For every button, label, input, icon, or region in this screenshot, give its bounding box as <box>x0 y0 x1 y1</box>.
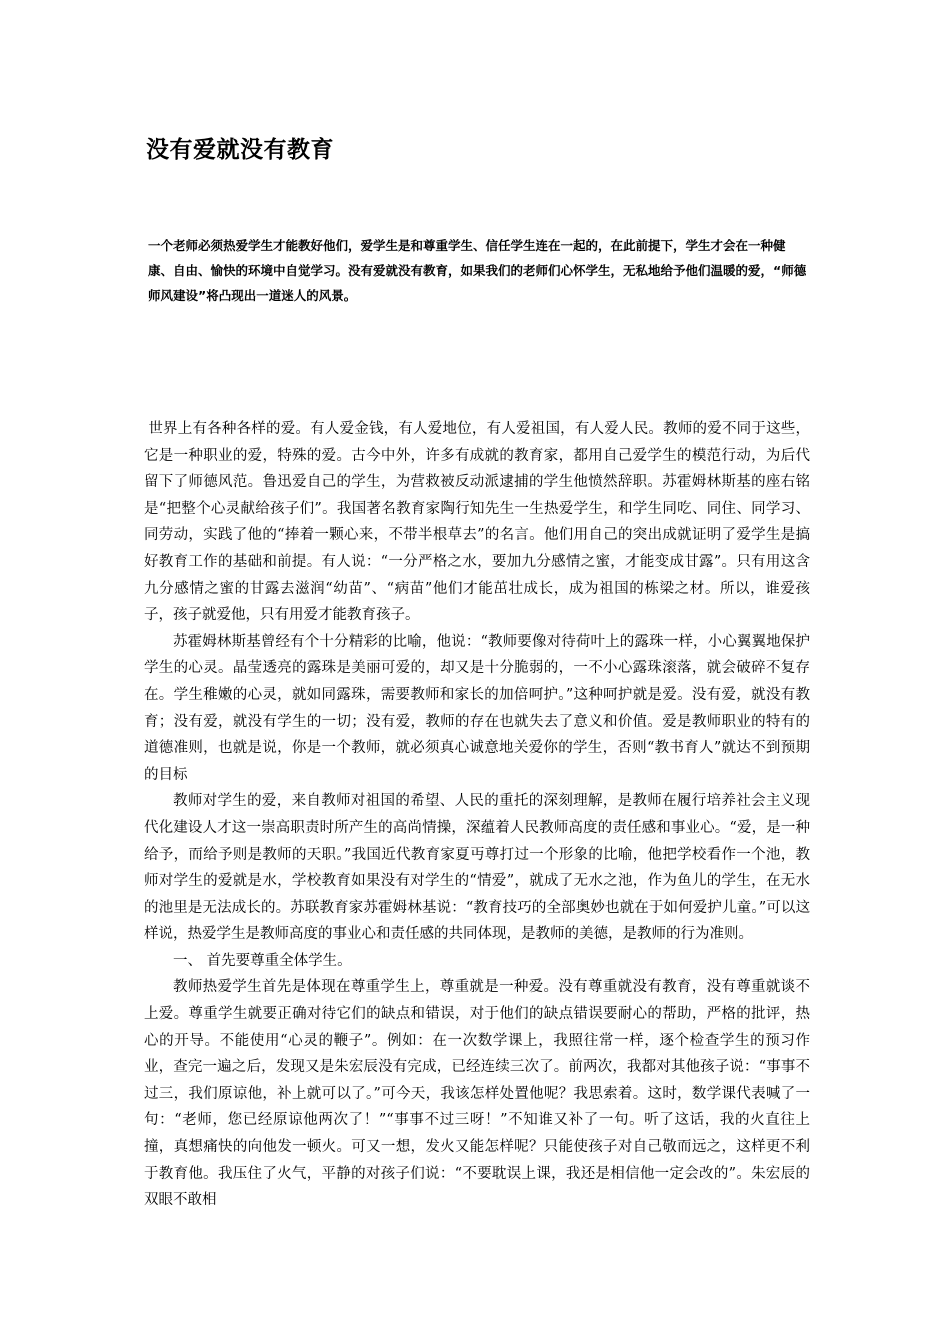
document-abstract: 一个老师必须热爱学生才能教好他们，爱学生是和尊重学生、信任学生连在一起的，在此前提下，学生才会在一种健康、自由、愉快的环境中自觉学习。没有爱就没有教育，如果我们的老师们心怀学生，无私地给予他们温暖的爱，“师德师风建设”将凸现出一道迷人的风景。 <box>148 238 807 303</box>
body-paragraph-1: 世界上有各种各样的爱。有人爱金钱，有人爱地位，有人爱祖国，有人爱人民。教师的爱不同于这些，它是一种职业的爱，特殊的爱。古今中外，许多有成就的教育家，都用自己爱学生的模范行动，为后代留下了师德风范。鲁迅爱自己的学生，为营救被反动派逮捕的学生他愤然辞职。苏霍姆林斯基的座右铭是“把整个心灵献给孩子们”。我国著名教育家陶行知先生一生热爱学生，和学生同吃、同住、同学习、同劳动，实践了他的“捧着一颗心来，不带半根草去”的名言。他们用自己的突出成就证明了爱学生是搞好教育工作的基础和前提。有人说：“一分严格之水，要加九分感情之蜜，才能变成甘露”。只有用这含九分感情之蜜的甘露去滋润“幼苗”、“病苗”他们才能茁壮成长，成为祖国的栋梁之材。所以，谁爱孩子，孩子就爱他，只有用爱才能教育孩子。 <box>144 421 810 624</box>
body-paragraph-4: 教师热爱学生首先是体现在尊重学生上，尊重就是一种爱。没有尊重就没有教育，没有尊重就谈不上爱。尊重学生就要正确对待它们的缺点和错误，对于他们的缺点错误要耐心的帮助，严格的批评，热心的开导。不能使用“心灵的鞭子”。例如：在一次数学课上，我照往常一样，逐个检查学生的预习作业，查完一遍之后，发现又是朱宏辰没有完成，已经连续三次了。前两次，我都对其他孩子说：“事事不过三，我们原谅他，补上就可以了。”可今天，我该怎样处置他呢？我思索着。这时，数学课代表喊了一句：“老师，您已经原谅他两次了！”“事事不过三呀！”不知谁又补了一句。听了这话，我的火直往上撞，真想痛快的向他发一顿火。可又一想，发火又能怎样呢？只能使孩子对自己敬而远之，这样更不利于教育他。我压住了火气，平静的对孩子们说：“不要耽误上课，我还是相信他一定会改的”。朱宏辰的双眼不敢相 <box>144 979 810 1209</box>
section-heading-1: 一、 首先要尊重全体学生。 <box>173 952 352 969</box>
document-body <box>144 416 810 1214</box>
body-paragraph-3: 教师对学生的爱，来自教师对祖国的希望、人民的重托的深刻理解，是教师在履行培养社会主义现代化建设人才这一崇高职责时所产生的高尚情操，深蕴着人民教师高度的责任感和事业心。“爱，是一种给予，而给予则是教师的天职。”我国近代教育家夏丏尊打过一个形象的比喻，他把学校看作一个池，教师对学生的爱就是水，学校教育如果没有对学生的“情爱”，就成了无水之池，作为鱼儿的学生，在无水的池里是无法成长的。苏联教育家苏霍姆林基说：“教育技巧的全部奥妙也就在于如何爱护儿童。”可以这样说，热爱学生是教师高度的事业心和责任感的共同体现，是教师的美德，是教师的行为准则。 <box>144 793 810 943</box>
document-title: 没有爱就没有教育 <box>146 137 334 163</box>
body-paragraph-2: 苏霍姆林斯基曾经有个十分精彩的比喻，他说：“教师要像对待荷叶上的露珠一样，小心翼翼地保护学生的心灵。晶莹透亮的露珠是美丽可爱的，却又是十分脆弱的，一不小心露珠滚落，就会破碎不复存在。学生稚嫩的心灵，就如同露珠，需要教师和家长的加倍呵护。”这种呵护就是爱。没有爱，就没有教育；没有爱，就没有学生的一切；没有爱，教师的存在也就失去了意义和价值。爱是教师职业的特有的道德准则，也就是说，你是一个教师，就必须真心诚意地关爱你的学生，否则“教书育人”就达不到预期的目标 <box>144 633 810 783</box>
